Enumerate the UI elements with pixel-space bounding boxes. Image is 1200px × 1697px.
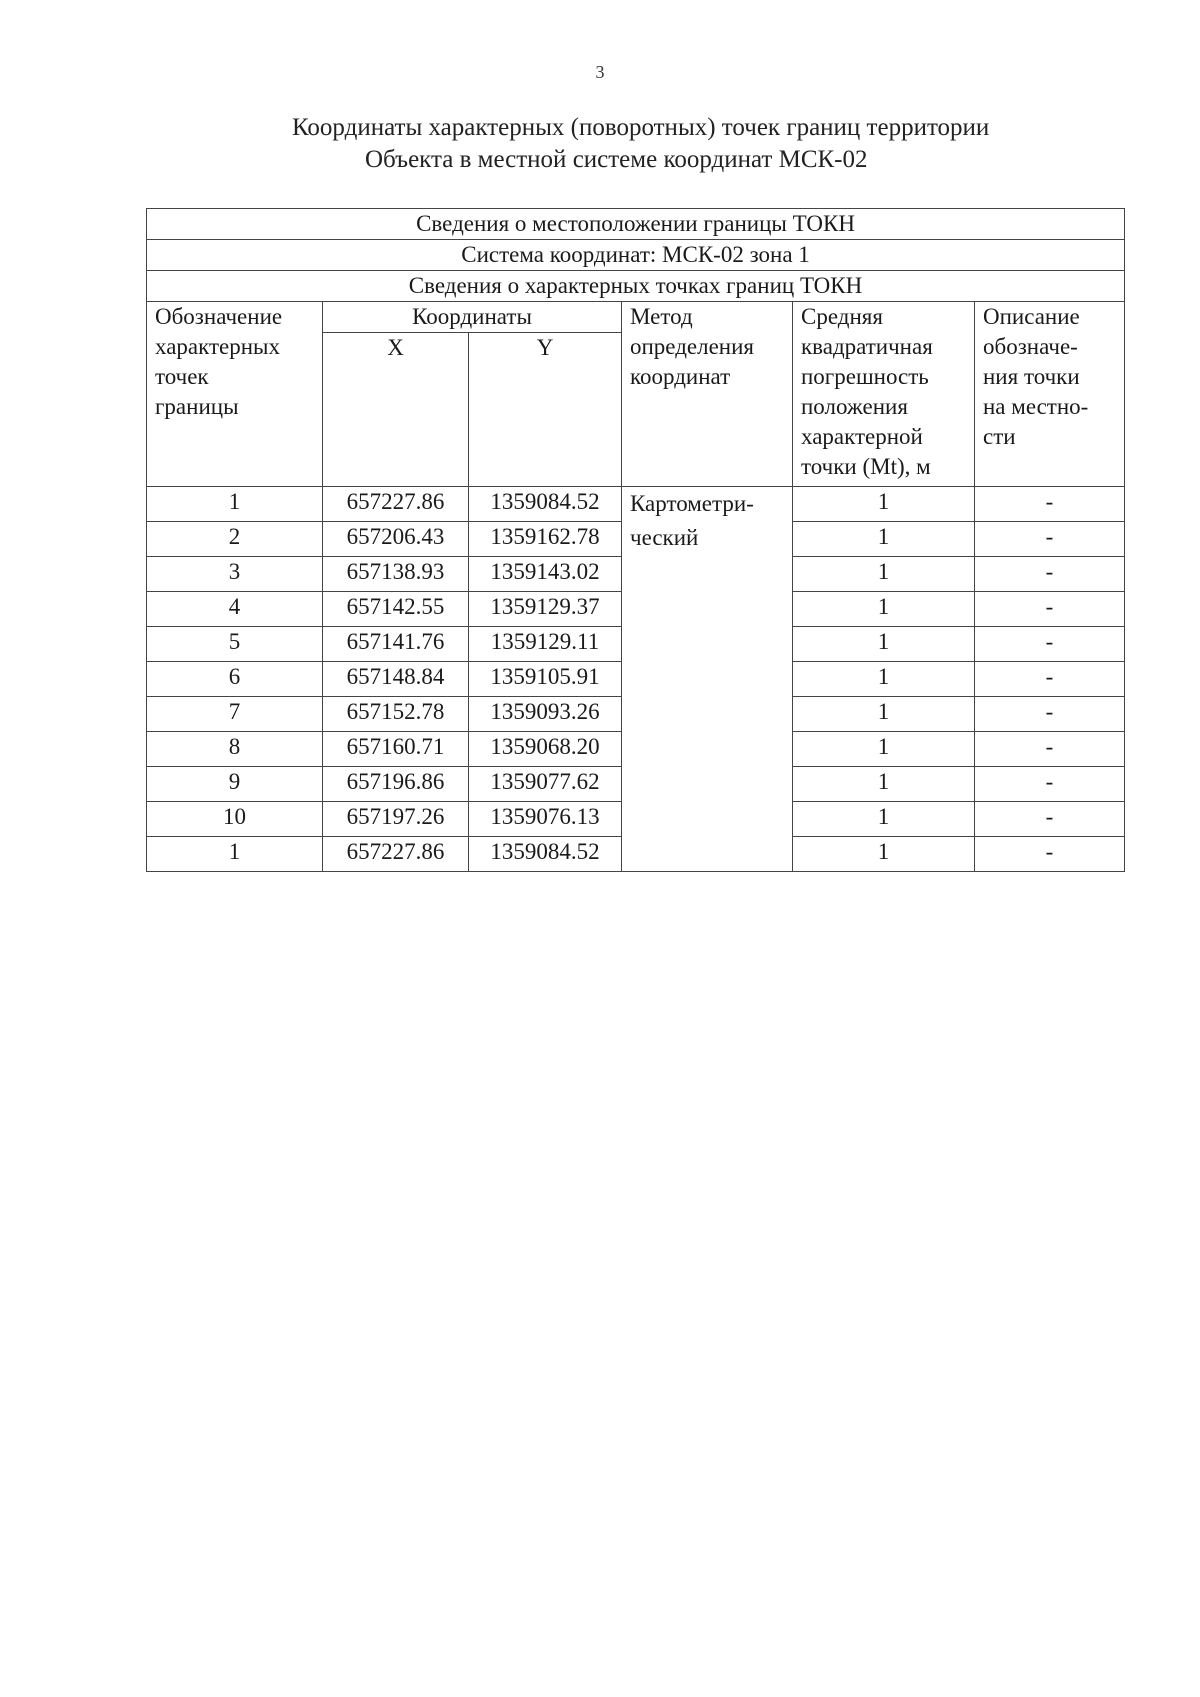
cell-y: 1359077.62 bbox=[469, 767, 622, 802]
cell-error: 1 bbox=[793, 802, 975, 837]
cell-y: 1359093.26 bbox=[469, 697, 622, 732]
cell-description: - bbox=[975, 557, 1125, 592]
title-line-2: Объекта в местной системе координат МСК-02 bbox=[365, 146, 868, 173]
cell-x: 657227.86 bbox=[323, 487, 469, 522]
cell-description: - bbox=[975, 697, 1125, 732]
cell-error: 1 bbox=[793, 522, 975, 557]
cell-point: 8 bbox=[147, 732, 323, 767]
header-coordinates: Координаты bbox=[323, 302, 622, 333]
cell-y: 1359084.52 bbox=[469, 837, 622, 872]
cell-description: - bbox=[975, 732, 1125, 767]
cell-x: 657196.86 bbox=[323, 767, 469, 802]
header-point: Обозначение характерных точек границы bbox=[147, 302, 323, 487]
table-body bbox=[147, 487, 1125, 872]
cell-description: - bbox=[975, 487, 1125, 522]
cell-point: 3 bbox=[147, 557, 323, 592]
header-row bbox=[147, 302, 1125, 333]
cell-y: 1359129.37 bbox=[469, 592, 622, 627]
cell-description: - bbox=[975, 592, 1125, 627]
table-caption-row bbox=[147, 209, 1125, 240]
page-number: 3 bbox=[595, 62, 605, 82]
cell-x: 657227.86 bbox=[323, 837, 469, 872]
title-line-1: Координаты характерных (поворотных) точек границ территории bbox=[292, 114, 990, 141]
cell-point: 5 bbox=[147, 627, 323, 662]
header-x: X bbox=[323, 333, 469, 487]
cell-method: Картометри- ческий bbox=[622, 487, 793, 872]
header-error: Средняя квадратичная погрешность положения характерной точки (Mt), м bbox=[793, 302, 975, 487]
coordinates-table bbox=[146, 208, 1125, 872]
cell-y: 1359084.52 bbox=[469, 487, 622, 522]
cell-point: 2 bbox=[147, 522, 323, 557]
cell-point: 1 bbox=[147, 487, 323, 522]
cell-x: 657152.78 bbox=[323, 697, 469, 732]
cell-x: 657206.43 bbox=[323, 522, 469, 557]
header-description: Описание обозначе- ния точки на местно- сти bbox=[975, 302, 1125, 487]
table-row bbox=[147, 487, 1125, 522]
cell-point: 4 bbox=[147, 592, 323, 627]
cell-x: 657142.55 bbox=[323, 592, 469, 627]
cell-description: - bbox=[975, 662, 1125, 697]
cell-x: 657160.71 bbox=[323, 732, 469, 767]
header-method: Метод определения координат bbox=[622, 302, 793, 487]
coordinate-system-row bbox=[147, 240, 1125, 271]
cell-error: 1 bbox=[793, 487, 975, 522]
cell-error: 1 bbox=[793, 767, 975, 802]
cell-point: 6 bbox=[147, 662, 323, 697]
cell-x: 657148.84 bbox=[323, 662, 469, 697]
cell-point: 1 bbox=[147, 837, 323, 872]
cell-error: 1 bbox=[793, 837, 975, 872]
cell-description: - bbox=[975, 837, 1125, 872]
cell-y: 1359143.02 bbox=[469, 557, 622, 592]
cell-error: 1 bbox=[793, 592, 975, 627]
document-title bbox=[270, 112, 1070, 176]
cell-error: 1 bbox=[793, 662, 975, 697]
cell-y: 1359068.20 bbox=[469, 732, 622, 767]
cell-description: - bbox=[975, 627, 1125, 662]
cell-error: 1 bbox=[793, 732, 975, 767]
cell-error: 1 bbox=[793, 697, 975, 732]
coordinate-system: Система координат: МСК-02 зона 1 bbox=[147, 240, 1125, 271]
cell-y: 1359105.91 bbox=[469, 662, 622, 697]
table-caption: Сведения о местоположении границы ТОКН bbox=[147, 209, 1125, 240]
cell-y: 1359076.13 bbox=[469, 802, 622, 837]
cell-description: - bbox=[975, 767, 1125, 802]
cell-description: - bbox=[975, 522, 1125, 557]
cell-x: 657138.93 bbox=[323, 557, 469, 592]
cell-error: 1 bbox=[793, 557, 975, 592]
cell-point: 10 bbox=[147, 802, 323, 837]
cell-point: 7 bbox=[147, 697, 323, 732]
cell-description: - bbox=[975, 802, 1125, 837]
points-caption-row bbox=[147, 271, 1125, 302]
cell-y: 1359162.78 bbox=[469, 522, 622, 557]
header-y: Y bbox=[469, 333, 622, 487]
points-caption: Сведения о характерных точках границ ТОКН bbox=[147, 271, 1125, 302]
cell-x: 657141.76 bbox=[323, 627, 469, 662]
cell-y: 1359129.11 bbox=[469, 627, 622, 662]
cell-error: 1 bbox=[793, 627, 975, 662]
cell-x: 657197.26 bbox=[323, 802, 469, 837]
cell-point: 9 bbox=[147, 767, 323, 802]
